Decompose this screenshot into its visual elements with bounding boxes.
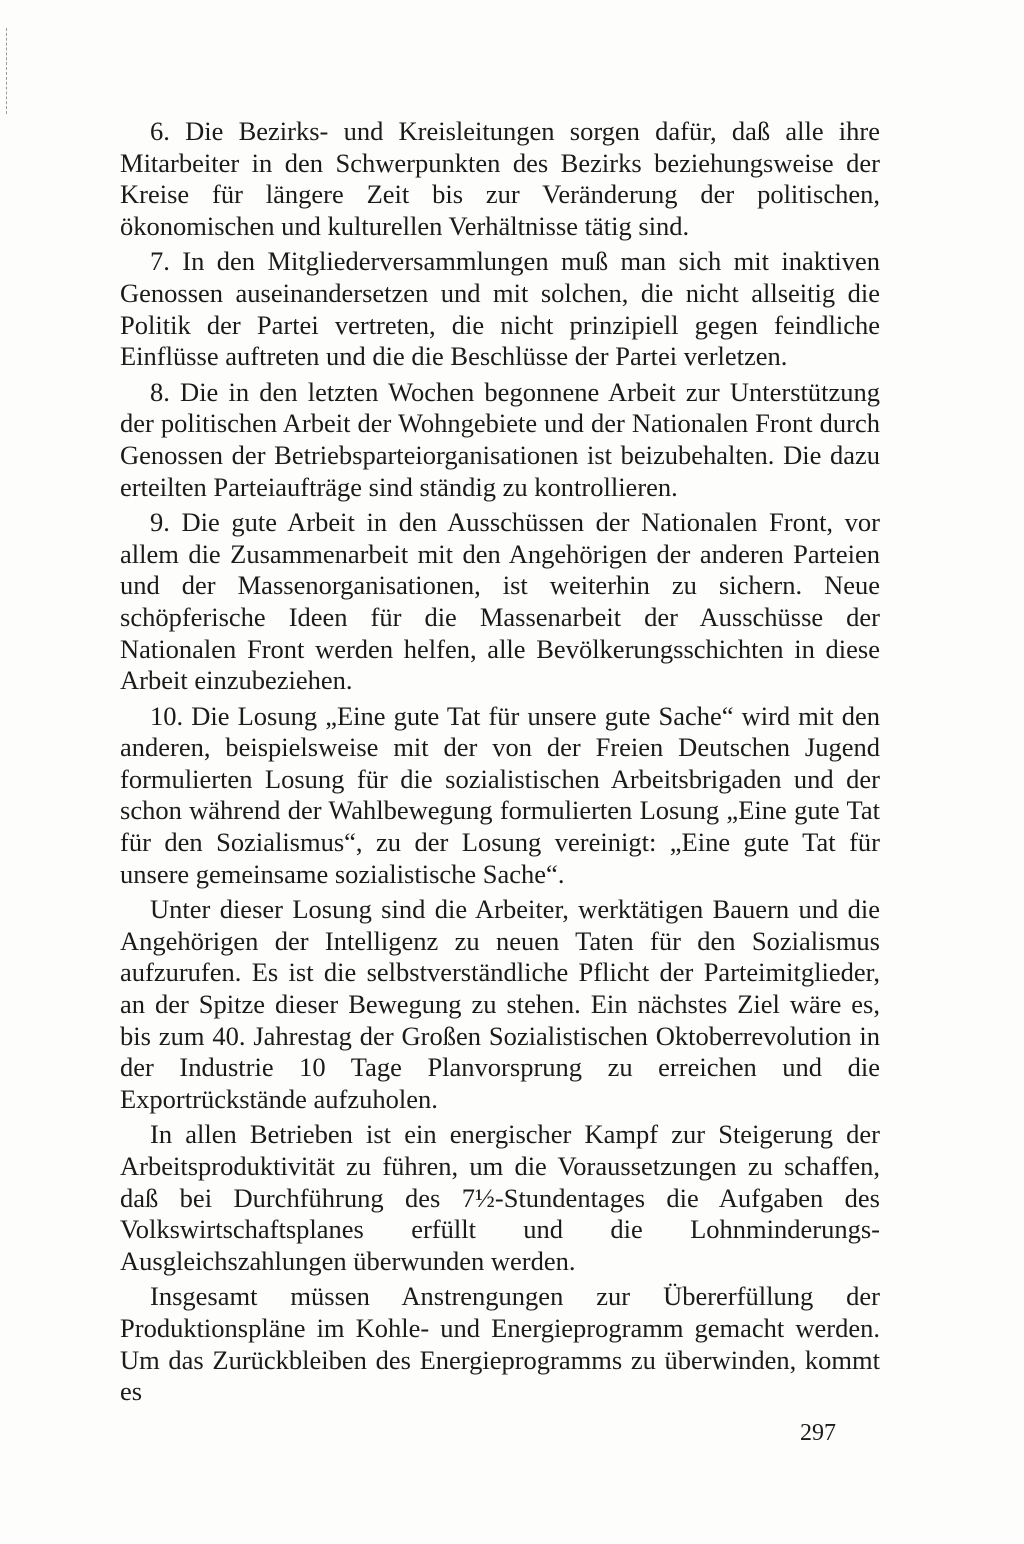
paragraph-betriebe: In allen Betrieben ist ein energischer Kampf zur Steigerung der Arbeitsproduktivität zu führen, um die Voraussetzungen zu schaffen, daß bei Durchführung des 7½-Stundentages die Aufgaben des Volkswirtschaftsplanes erfüllt und die Lohnminderungs-Ausgleichszahlungen überwunden werden. — [120, 1119, 880, 1276]
paragraph-6: 6. Die Bezirks- und Kreisleitungen sorgen dafür, daß alle ihre Mitarbeiter in den Schwerpunkten des Bezirks beziehungsweise der Kreise für längere Zeit bis zur Veränderung der politischen, ökonomischen und kulturellen Verhältnisse tätig sind. — [120, 116, 880, 241]
paragraph-7: 7. In den Mitgliederversammlungen muß man sich mit inaktiven Genossen auseinandersetzen und mit solchen, die nicht allseitig die Politik der Partei vertreten, die nicht prinzipiell gegen feindliche Einflüsse auftreten und die die Beschlüsse der Partei verletzen. — [120, 246, 880, 372]
scan-edge-mark — [6, 28, 9, 114]
body-text — [120, 116, 880, 1412]
page-number: 297 — [800, 1420, 836, 1446]
paragraph-insgesamt: Insgesamt müssen Anstrengungen zur Übererfüllung der Produktionspläne im Kohle- und Energieprogramm gemacht werden. Um das Zurückbleiben des Energieprogramms zu überwinden, kommt es — [120, 1281, 880, 1407]
paragraph-8: 8. Die in den letzten Wochen begonnene Arbeit zur Unterstützung der politischen Arbeit der Wohngebiete und der Nationalen Front durch Genossen der Betriebsparteiorganisationen ist beizubehalten. Die dazu erteilten Parteiaufträge sind ständig zu kontrollieren. — [120, 376, 880, 502]
paragraph-10: 10. Die Losung „Eine gute Tat für unsere gute Sache“ wird mit den anderen, beispielsweise mit der von der Freien Deutschen Jugend formulierten Losung für die sozialistischen Arbeitsbrigaden und der schon während der Wahlbewegung formulierten Losung „Eine gute Tat für den Sozialismus“, zu der Losung vereinigt: „Eine gute Tat für unsere gemeinsame sozialistische Sache“. — [120, 700, 880, 889]
paragraph-losung: Unter dieser Losung sind die Arbeiter, werktätigen Bauern und die Angehörigen der Intelligenz zu neuen Taten für den Sozialismus aufzurufen. Es ist die selbstverständliche Pflicht der Parteimitglieder, an der Spitze dieser Bewegung zu stehen. Ein nächstes Ziel wäre es, bis zum 40. Jahrestag der Großen Sozialistischen Oktoberrevolution in der Industrie 10 Tage Planvorsprung zu erreichen und die Exportrückstände aufzuholen. — [120, 894, 880, 1114]
paragraph-9: 9. Die gute Arbeit in den Ausschüssen der Nationalen Front, vor allem die Zusammenarbeit mit den Angehörigen der anderen Parteien und der Massenorganisationen, ist weiterhin zu sichern. Neue schöpferische Ideen für die Massenarbeit der Ausschüsse der Nationalen Front werden helfen, alle Bevölkerungsschichten in diese Arbeit einzubeziehen. — [120, 507, 880, 696]
